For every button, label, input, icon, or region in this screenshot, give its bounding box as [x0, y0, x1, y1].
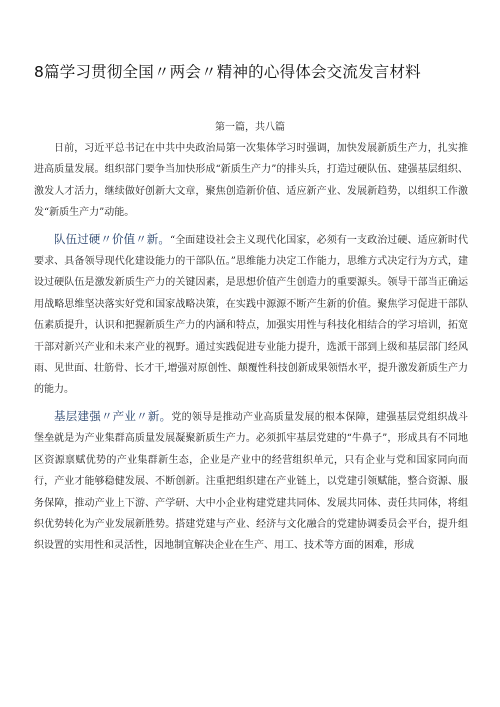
paragraph-2-heading: 队伍过硬〃价值〃新。 — [54, 231, 170, 246]
paragraph-1 — [34, 138, 468, 224]
paragraph-3 — [34, 406, 468, 557]
paragraph-2 — [34, 229, 468, 401]
paragraph-1-text: 日前，习近平总书记在中共中央政治局第一次集体学习时强调，加快发展新质生产力，扎实推进高质量发展。组织部门要争当加快形成“新质生产力”的排头兵，打造过硬队伍、建强基层组织、激发人才活力，继续做好创新大文章，聚焦创造新价值、适应新产业、发展新趋势，以组织工作激发“新质生产力”动能。 — [34, 143, 468, 219]
paragraph-2-text: “全面建设社会主义现代化国家，必须有一支政治过硬、适应新时代要求、具备领导现代化建设能力的干部队伍。”思维能力决定工作能力，思维方式决定行为方式，建设过硬队伍是激发新质生产力的关键因素，是思想价值产生创造力的重要源头。领导干部当正确运用战略思维坚决落实好党和国家战略决策，在实践中源源不断产生新的价值。聚焦学习促进干部队伍素质提升，认识和把握新质生产力的内涵和特点，加强实用性与科技化相结合的学习培训，拓宽干部对新兴产业和未来产业的视野。通过实践促进专业能力提升，选派干部到上级和基层部门经风雨、见世面、壮筋骨、长才干,增强对原创性、颠覆性科技创新成果领悟水平，提升激发新质生产力的能力。 — [34, 234, 468, 396]
paragraph-3-text: 党的领导是推动产业高质量发展的根本保障，建强基层党组织战斗堡垒就是为产业集群高质量发展凝聚新质生产力。必须抓牢基层党建的“牛鼻子”，形成具有不同地区资源禀赋优势的产业集群新生态，企业是产业中的经营组织单元，只有企业与党和国家同向而行，产业才能够稳健发展、不断创新。注重把组织建在产业链上，以党建引领赋能，整合资源、服务保障，推动产业上下游、产学研、大中小企业构建党建共同体、发展共同体、责任共同体，将组织优势转化为产业发展新胜势。搭建党建与产业、经济与文化融合的党建协调委员会平台，提升组织设置的实用性和灵活性，因地制宜解决企业在生产、用工、技术等方面的困难，形成 — [34, 411, 469, 552]
paragraph-3-heading: 基层建强〃产业〃新。 — [54, 408, 172, 423]
document-subtitle: 第一篇，共八篇 — [215, 122, 285, 133]
document-title: 8篇学习贯彻全国〃两会〃精神的心得体会交流发言材料 — [34, 63, 421, 81]
document-body — [34, 138, 468, 557]
